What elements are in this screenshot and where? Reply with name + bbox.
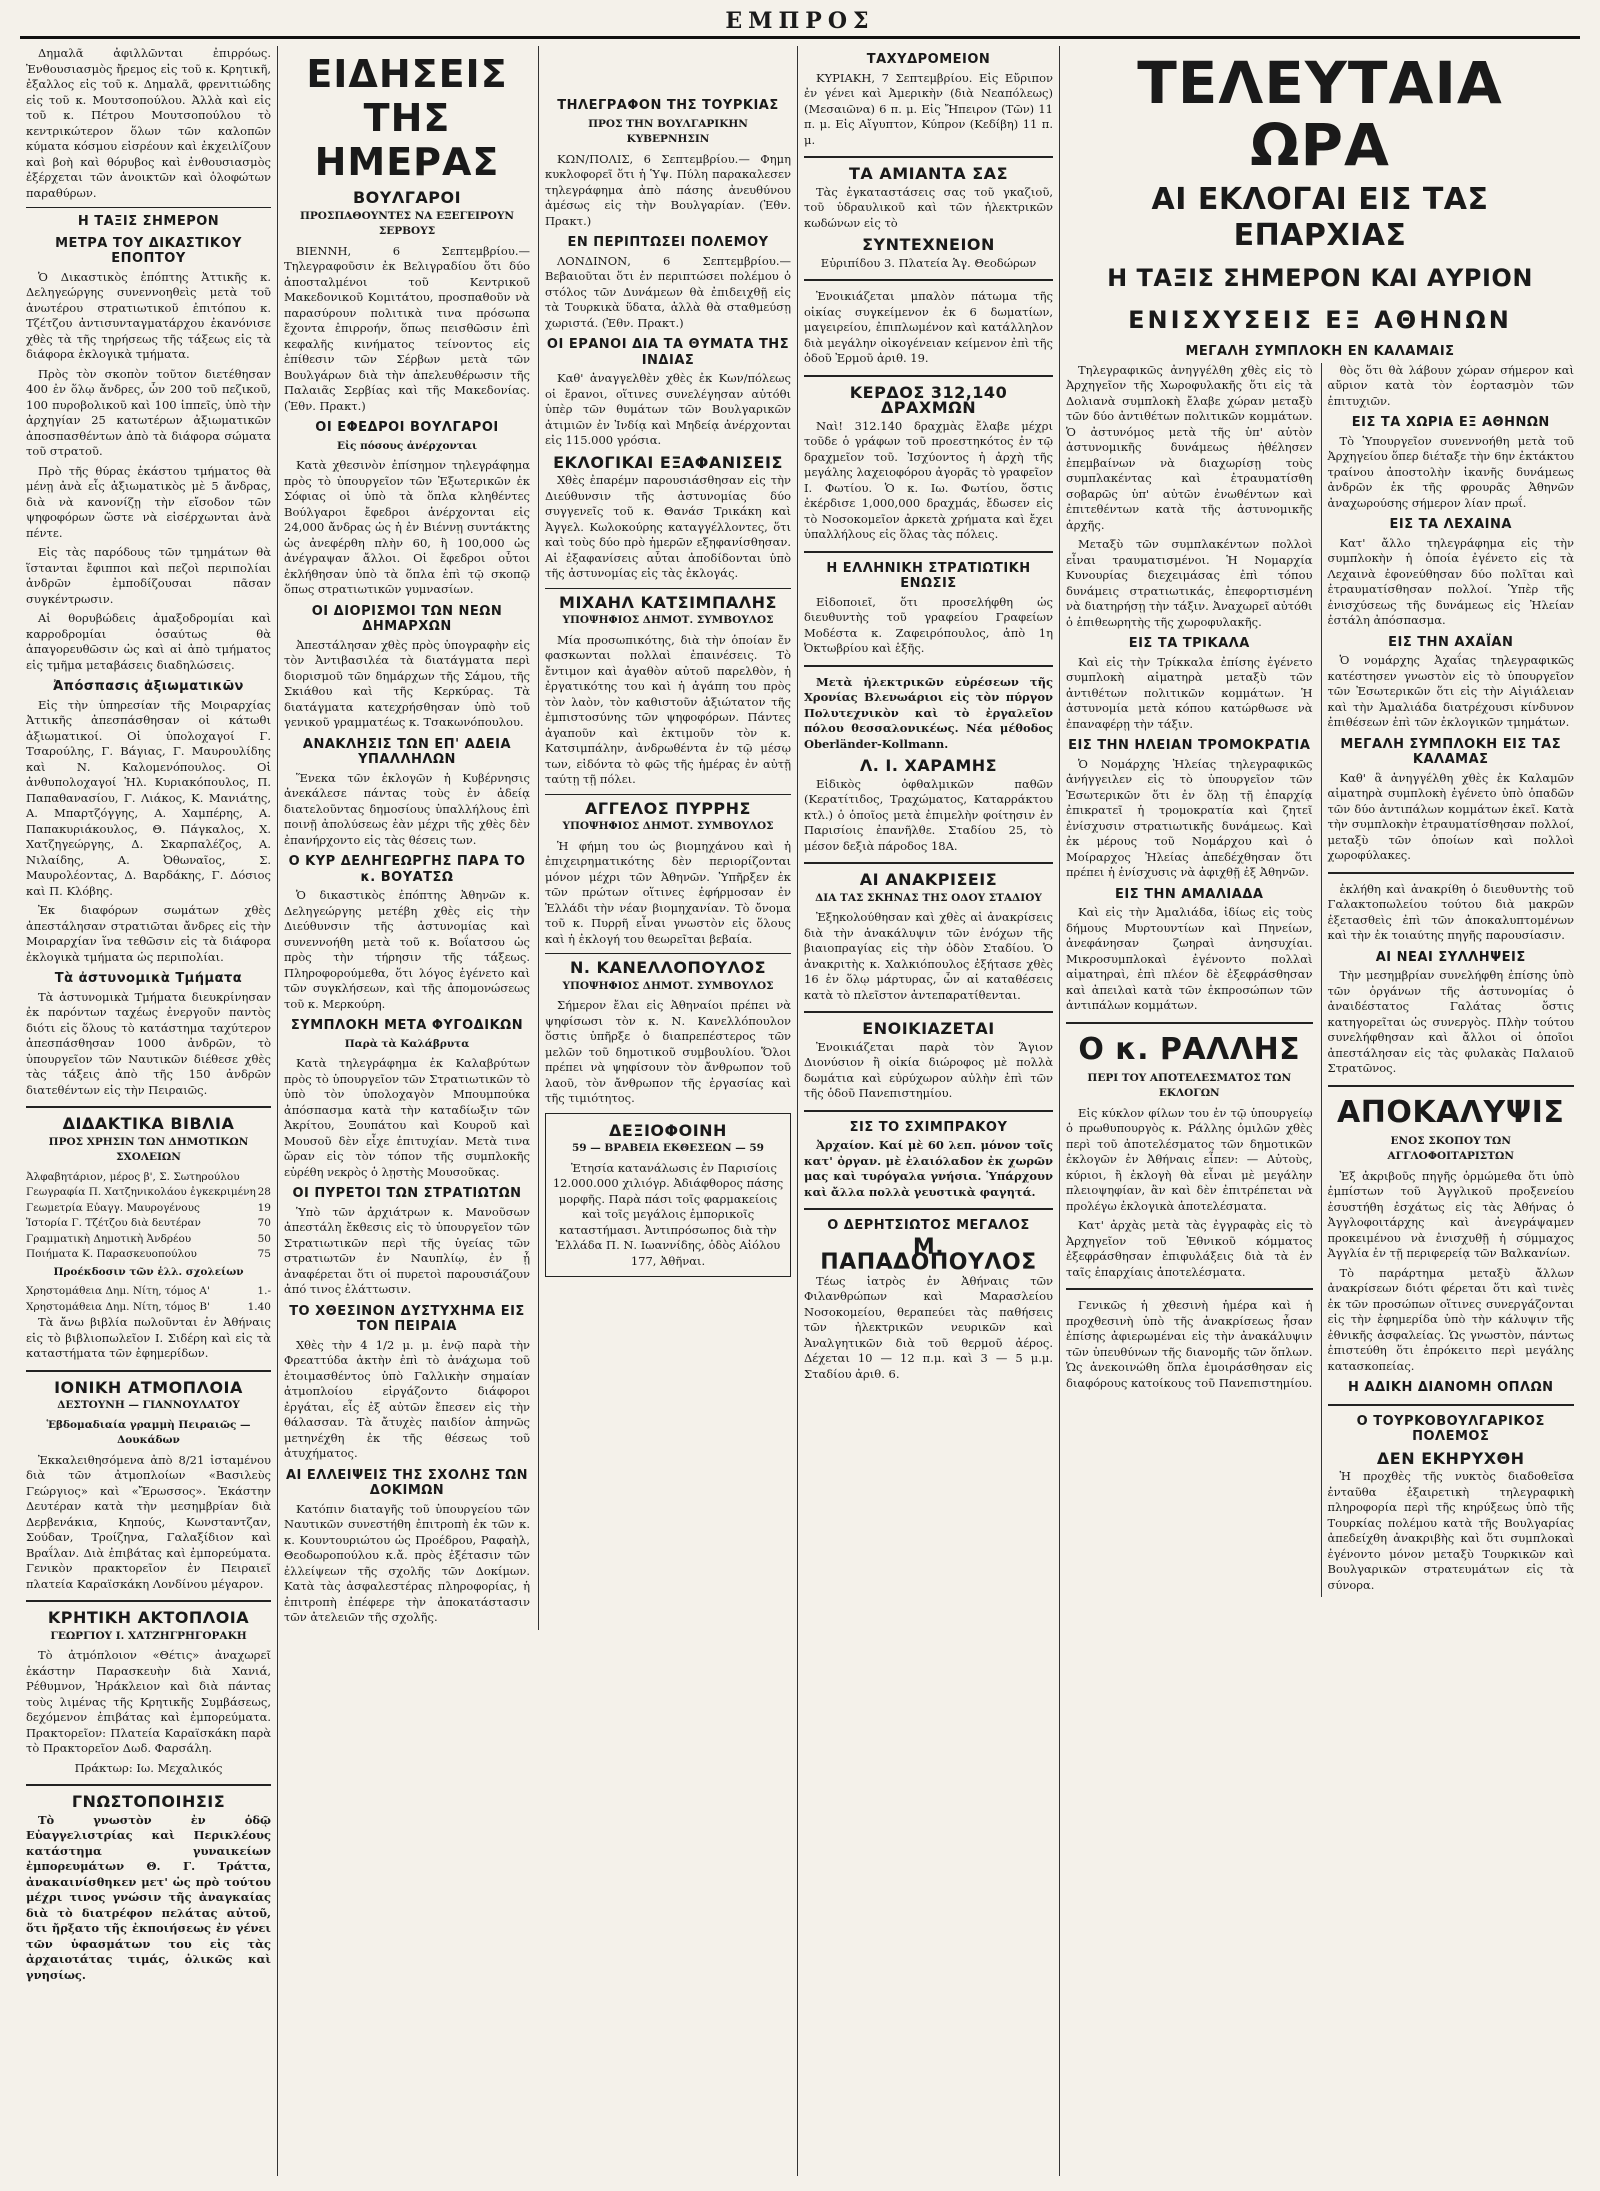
- headline: ΑΙ ΑΝΑΚΡΙΣΕΙΣ: [859, 870, 998, 889]
- candidate-name: Ν. ΚΑΝΕΛΛΟΠΟΥΛΟΣ: [570, 958, 766, 977]
- ad-text: Τέως ἰατρὸς ἐν Ἀθήναις τῶν Φιλανθρώπων καὶ Μαρασλείου Νοσοκομείου, θεραπεύει τὰς παθήσεις τῶν ἠλεκτρικῶν νευρικῶν καὶ Ἀναλγητικῶν διὰ τοῦ θερμοῦ ἀέρος. Δέχεται 10 — 12 π.μ. καὶ 3 — 5 μ.μ. Σταδίου ἀριθ. 6.: [804, 1273, 1053, 1381]
- article-text: Ὁ Νομάρχης Ἠλείας τηλεγραφικῶς ἀνήγγειλεν εἰς τὸ ὑπουργεῖον τῶν Ἐσωτερικῶν ὅτι ἐν ὅλῃ τῇ ἐπαρχίᾳ ἐπικρατεῖ ἡ τρομοκρατία καὶ ζητεῖ ἐνίσχυσιν στρατιωτικῆς δυνάμεως. Καὶ ἐκ μέρους τοῦ Νομάρχου καὶ ὁ Μοίραρχος Ἠλείας ἀπεδέχθησαν ὅτι πρέπει ἡ ἐνίσχυσις νὰ ἀφιχθῇ ἐξ Ἀθηνῶν.: [1066, 756, 1313, 879]
- ad-subheadline: Ἑβδομαδιαία γραμμὴ Πειραιῶς — Δουκάδων: [46, 1418, 251, 1446]
- ad-text: Τὸ γνωστὸν ἐν ὁδῷ Εὐαγγελιστρίας καὶ Περικλέους κατάστημα γυναικείων ἐμπορευμάτων Θ. Γ. Τράττα, ἀνακαινίσθηκεν μετ' ὡς πρὸ τούτου μέχρι τινος γνώσιν τῆς ἀναγκαίας διὰ τὸ διατρέφον πελάτας αὐτοῦ, ὅτι ἤρξατο τῆς ἐκποιήσεως ἐν γένει τῶν ὑφασμάτων του εἰς τὰς ἀρχαιοτάτας τιμάς, ὁλικῶς καὶ γνησίως.: [26, 1812, 271, 1982]
- ad-headline: ΔΙΔΑΚΤΙΚΑ ΒΙΒΛΙΑ: [62, 1114, 235, 1133]
- article-text: Ἀπεστάλησαν χθὲς πρὸς ὑπογραφὴν εἰς τὸν Ἀντιβασιλέα τὰ διατάγματα περὶ διορισμοῦ τῶν δημάρχων τῆς Σάμου, τῆς Σκιάθου καὶ τῆς Κερκύρας. Τὰ διατάγματα κατεχρήσθησαν ὑπὸ τοῦ γενικοῦ γραμματέως κ. Τσακωνόπουλου.: [284, 637, 530, 729]
- subheadline: Τὰ ἀστυνομικὰ Τμήματα: [54, 971, 243, 986]
- article-text: Κατὰ χθεσινὸν ἐπίσημον τηλεγράφημα πρὸς τὸ ὑπουργεῖον τῶν Ἐξωτερικῶν ἐκ Σόφιας οἱ ὑπὸ τὰ ὅπλα κληθέντες Βούλγαροι ἔφεδροι ἀνέρχονται εἰς 24,000 ἄνδρας ὡς ἡ ἐν Βιέννῃ συντάκτης ὡς ἀνεφέρθη πλὴν 60, ἢ 100,000 ὡς ἀνέγραψαν ἄλλοι. Οἱ ἔφεδροι οὗτοι ἐκλήθησαν ὑπὸ τὰ ὅπλα ἐπὶ τῷ σκοπῷ ὅπως στρατιωτικῶν γυμνασίων.: [284, 458, 530, 596]
- article-text: Τὸ παράρτημα μεταξὺ ἄλλων ἀνακρίσεων διότι φέρεται ὅτι καὶ τινὲς ἐκ τῶν προσώπων οἵτινες συνεργάζονται εἰς τὴν ἐφημερίδα ὑπὸ τὴν κάλυψιν τῆς ἐθνικῆς ἀσφαλείας. Ὡς γνωστὸν, πάντως ἐπιστεύθη ὅτι ἐπρόκειτο περὶ μεγάλης κατασκοπείας.: [1327, 1265, 1574, 1373]
- ad-text: Εἰδοποιεῖ, ὅτι προσελήφθη ὡς διευθυντὴς τοῦ γραφείου Γραφείων Μοδέστα κ. Ζαφειρόπουλος, ἀπὸ 1η Ὀκτωβρίου καὶ ἑξῆς.: [804, 594, 1053, 655]
- article-text: Ἐξηκολούθησαν καὶ χθὲς αἱ ἀνακρίσεις διὰ τὴν ἀνακάλυψιν τῶν ἐνόχων τῆς βιαιοπραγίας εἰς τὴν ὁδὸν Σταδίου. Ὁ ἀνακριτὴς κ. Χαλκιόπουλος ἐξήτασε χθὲς 16 ἐν ὅλῳ μάρτυρας, ὧν αἱ καταθέσεις κατὰ τὸ πλεῖστον ἀντεπαρατίθενται.: [804, 910, 1053, 1002]
- article-text: Καθ' ἀναγγελθὲν χθὲς ἐκ Κων/πόλεως οἱ ἔρανοι, οἵτινες συνελέγησαν αὐτόθι ὑπὲρ τῶν θυμάτων τῶν Βουλγαρικῶν ἀτιμιῶν ἐν Ἰνδίᾳ καὶ Μηδείᾳ ἀνέρχονται εἰς 115.000 γρόσια.: [545, 371, 791, 447]
- article-text: Κατ' ἄλλο τηλεγράφημα εἰς τὴν συμπλοκὴν ἡ ὁποία ἐγένετο εἰς τὰ Λεχαινὰ ἐφονεύθησαν δύο πολῖται καὶ ἐτραυματίσθησαν πολλοί. Ὑπὲρ τῆς ἐνισχύσεως τῆς δυνάμεως εἰς Ἠλείαν ἐστάλη ἀπόσπασμα.: [1327, 535, 1574, 627]
- subheadline: ΔΙΑ ΤΑΣ ΣΚΗΝΑΣ ΤΗΣ ΟΔΟΥ ΣΤΑΔΙΟΥ: [815, 891, 1042, 904]
- article-text: ΛΟΝΔΙΝΟΝ, 6 Σεπτεμβρίου.— Βεβαιοῦται ὅτι ἐν περιπτώσει πολέμου ὁ στόλος τῶν Δυνάμεων θὰ ἐπιδειχθῇ εἰς τὰ Τουρκικὰ ὕδατα, ἀλλὰ θὰ σταθμεύσῃ χωριστά. (Ἐθν. Πρακτ.): [545, 253, 791, 330]
- section-title: ΤΕΛΕΥΤΑΙΑ ΩΡΑ: [1137, 49, 1503, 179]
- headline: ΑΙ ΕΚΛΟΓΑΙ ΕΙΣ ΤΑΣ ΕΠΑΡΧΙΑΣ: [1151, 182, 1489, 253]
- subheadline: ΥΠΟΨΗΦΙΟΣ ΔΗΜΟΤ. ΣΥΜΒΟΥΛΟΣ: [562, 979, 774, 992]
- subheadline: Η ΑΔΙΚΗ ΔΙΑΝΟΜΗ ΟΠΛΩΝ: [1348, 1380, 1554, 1395]
- column-1: [20, 46, 278, 2176]
- book-row: Γραμματικὴ Δημοτικὴ Ἀνδρέου 50: [26, 1232, 271, 1245]
- headline: ΑΠΟΚΑΛΥΨΙΣ: [1337, 1094, 1565, 1130]
- ad-subheadline: ΔΕΣΤΟΥΝΗ — ΓΙΑΝΝΟΥΛΑΤΟΥ: [57, 1399, 240, 1411]
- ad-headline: ΣΥΝΤΕΧΝΕΙΟΝ: [862, 235, 995, 254]
- article-text: Γενικῶς ἡ χθεσινὴ ἡμέρα καὶ ἡ προχθεσινὴ ὑπὸ τῆς ἀνακρίσεως ἦσαν ἐπίσης ἀφιερωμέναι εἰς τὴν ἀνακάλυψιν τῶν ὑπευθύνων τῆς διανομῆς τῶν ὅπλων. Ὡς ἀνεκοινώθη ὅπλα ἐμοιράσθησαν εἰς διαφόρους κατοίκους τοῦ Πανεπιστημίου.: [1066, 1298, 1313, 1390]
- headline: ΟΙ ΔΙΟΡΙΣΜΟΙ ΤΩΝ ΝΕΩΝ ΔΗΜΑΡΧΩΝ: [311, 603, 503, 634]
- article-text: ἐκλήθη καὶ ἀνακρίθη ὁ διευθυντὴς τοῦ Γαλακτοπωλείου τούτου διὰ μακρῶν ἐξετασθεὶς ἐπὶ τῶν ἀποκαλυπτομένων καὶ τὴν ἐκ τοιαύτης πηγῆς παρουσίασιν.: [1327, 881, 1574, 942]
- headline: ΕΚΛΟΓΙΚΑΙ ΕΞΑΦΑΝΙΣΕΙΣ: [553, 452, 783, 472]
- candidate-name: ΜΙΧΑΗΛ ΚΑΤΣΙΜΠΑΛΗΣ: [559, 592, 777, 612]
- ad-subheadline: ΠΡΟΣ ΧΡΗΣΙΝ ΤΩΝ ΔΗΜΟΤΙΚΩΝ ΣΧΟΛΕΙΩΝ: [48, 1135, 249, 1163]
- headline: Η ΤΑΞΙΣ ΣΗΜΕΡΟΝ ΚΑΙ ΑΥΡΙΟΝ: [1107, 264, 1533, 292]
- headline: ΔΕΝ ΕΚΗΡΥΧΘΗ: [1376, 1448, 1525, 1468]
- subheadline: ΕΙΣ ΤΑ ΛΕΧΑΙΝΑ: [1389, 517, 1512, 532]
- candidate-name: ΑΓΓΕΛΟΣ ΠΥΡΡΗΣ: [585, 798, 751, 818]
- article-text: Πρὸς τὸν σκοπὸν τοῦτον διετέθησαν 400 ἐν ὅλῳ ἄνδρες, ὧν 200 τοῦ πεζικοῦ, 100 πυροβολικοῦ καὶ 100 ἱππεῖς, ὑπὸ τὴν ἀρχηγίαν 25 κατωτέρων ἀξιωματικῶν ἀποσπασθέντων ἀπὸ τὰ διάφορα σώματα τοῦ στρατοῦ.: [26, 366, 271, 458]
- article-text: Αἱ θορυβώδεις ἀμαξοδρομίαι καὶ καρροδρομίαι ὁσαύτως θὰ ἀπαγορευθῶσιν ὡς καὶ αἱ ἀπὸ τμήματος εἰς τμῆμα μεταβάσεις διαδηλώσεις.: [26, 611, 271, 672]
- ad-subheadline: Προέκδοσιν τῶν ἑλλ. σχολείων: [53, 1265, 244, 1278]
- ad-headline: ΙΟΝΙΚΗ ΑΤΜΟΠΛΟΙΑ: [54, 1377, 243, 1397]
- article-text: Εἰς τὴν ὑπηρεσίαν τῆς Μοιραρχίας Ἀττικῆς ἀπεσπάσθησαν οἱ κάτωθι ἀξιωματικοί. Οἱ ὑπολοχαγοί Γ. Τσαρούλης, Γ. Βάγιας, Γ. Μαυρουλίδης καὶ Ν. Καλομενόπουλος. Οἱ ἀνθυπολοχαγοί Ἡλ. Κυριακόπουλος, Π. Παπαθανασίου, Γ. Λιάκος, Κ. Μανιάτης, Α. Μπαρτζόγγης, Α. Χαμπέρης, Α. Παπακυριάκουλος, Θ. Πάγκαλος, Χ. Χατζηγεώργης, Δ. Σκαρπαλέζος, Α. Νιλαίδης, Α. Ὀθωναῖος, Σ. Μαυρολέοντας, Δ. Βαρδάκης, Γ. Δόσιος καὶ Π. Κλόβης.: [26, 697, 271, 898]
- headline: Ο ΤΟΥΡΚΟΒΟΥΛΓΑΡΙΚΟΣ ΠΟΛΕΜΟΣ: [1356, 1413, 1545, 1444]
- headline: ΑΝΑΚΛΗΣΙΣ ΤΩΝ ΕΠ' ΑΔΕΙΑ ΥΠΑΛΛΗΛΩΝ: [302, 736, 512, 767]
- subheadline: ΕΙΣ ΤΑ ΤΡΙΚΑΛΑ: [1128, 636, 1250, 651]
- subheadline: ΕΝΟΣ ΣΚΟΠΟΥ ΤΩΝ ΑΓΓΛΟΦΟΙΤΑΡΙΣΤΩΝ: [1387, 1134, 1514, 1162]
- headline: ΟΙ ΕΦΕΔΡΟΙ ΒΟΥΛΓΑΡΟΙ: [315, 420, 499, 435]
- subheadline: ΠΡΟΣΠΑΘΟΥΝΤΕΣ ΝΑ ΕΞΕΓΕΙΡΟΥΝ ΣΕΡΒΟΥΣ: [299, 209, 515, 237]
- article-text: Ἡ φήμη του ὡς βιομηχάνου καὶ ἡ ἐπιχειρηματικότης δὲν περιορίζονται μόνον μέχρι τῶν Ἀθηνῶν. Ὑπῆρξεν ἐκ τῶν πρώτων οἵτινες ἐφήρμοσαν ἐν Ἑλλάδι τὴν νέαν βιομηχανίαν. Τὸ ὄνομα τοῦ κ. Πυρρῆ εἶναι γνωστὸν εἰς ὅλους καὶ ἡ ἐκλογή του θεωρεῖται βεβαία.: [545, 838, 791, 946]
- headline: Ο ΚΥΡ ΔΕΛΗΓΕΩΡΓΗΣ ΠΑΡΑ ΤΟ κ. ΒΟΥΑΤΣΩ: [288, 854, 526, 885]
- book-row: Γεωμετρία Εὐαγγ. Μαυρογένους 19: [26, 1201, 271, 1214]
- ad-headline: ΤΑ ΑΜΙΑΝΤΑ ΣΑΣ: [848, 164, 1008, 183]
- article-text: Ἡ προχθὲς τῆς νυκτὸς διαδοθεῖσα ἐνταῦθα ἐξαιρετικὴ τηλεγραφικὴ πληροφορία περὶ τῆς κηρύξεως ὑπὸ τῆς Τουρκίας πολέμου κατὰ τῆς Βουλγαρίας ἀπεδείχθη ἀνακριβὴς καὶ ὅτι συμπλοκαὶ ἐγένοντο μόνον μεταξὺ Τουρκικῶν καὶ Βουλγαρικῶν στρατευμάτων εἰς τὰ σύνορα.: [1327, 1469, 1574, 1592]
- ad-text: Ἐνοικιάζεται μπαλὸν πάτωμα τῆς οἰκίας συγκείμενον ἐκ 6 δωματίων, μαγειρείου, ἐπιπλωμένον καὶ κατάλληλον διὰ μεγάλην οἰκογένειαν κείμενον ἐπὶ τῆς ὁδοῦ Ἐρμοῦ ἀριθ. 19.: [804, 289, 1053, 365]
- article-text: Ὁ Δικαστικὸς ἐπόπτης Ἀττικῆς κ. Δεληγεώργης συνεννοηθεὶς μετὰ τοῦ ἀνωτέρου στρατιωτικοῦ ἐπιτόπου κ. Τζέτζου ἀντισυνταγματάρχου ἐκανόνισε χθὲς τὰ τῆς τηρήσεως τῆς τάξεως εἰς τὰ διάφορα ἐκλογικὰ τμήματα.: [26, 269, 271, 361]
- headline: ΤΗΛΕΓΡΑΦΟΝ ΤΗΣ ΤΟΥΡΚΙΑΣ: [557, 98, 779, 113]
- book-row: Ἱστορία Γ. Τζέτζου διὰ δευτέραν 70: [26, 1217, 271, 1229]
- ad-text: Ναὶ! 312.140 δραχμὰς ἔλαβε μέχρι τοῦδε ὁ γράφων τοῦ προεστηκότος ἐν τῷ δραχμεῖον τοῦ. Ἰσχύοντος ἡ ἀρχὴ τῆς μεγάλης λαχειοφόρου ἀγορᾶς τὸ γραφεῖον Ι. Φωτίου. Ὁ κ. Ιω. Φωτίου, ὅστις ἐκέρδισε 1,000,000 δραχμάς, ἔδωσεν εἰς τὸ Νοσοκομεῖον ἀρκετὰ χρήματα καὶ ἔχει ὑπαλλήλους εἰς ὅλας τὰς πόλεις.: [804, 418, 1053, 541]
- section-title: ΕΙΔΗΣΕΙΣ ΤΗΣ ΗΜΕΡΑΣ: [306, 52, 508, 184]
- subheadline: ΕΙΣ ΤΗΝ ΑΜΑΛΙΑΔΑ: [1115, 886, 1264, 902]
- ad-headline: Η ΕΛΛΗΝΙΚΗ ΣΤΡΑΤΙΩΤΙΚΗ ΕΝΩΣΙΣ: [826, 560, 1031, 591]
- ad-headline: Ο ΔΕΡΗΤΣΙΩΤΟΣ ΜΕΓΑΛΟΣ: [827, 1218, 1030, 1233]
- newspaper-title: ΕΜΠΡΟΣ: [725, 8, 875, 34]
- newspaper-page: [20, 46, 1580, 2176]
- article-text: Μία προσωπικότης, διὰ τὴν ὁποίαν ἔν φασκωνται πολλαὶ ἐπαινέσεις. Τὸ ἔντιμον καὶ ἀγαθὸν αὐτοῦ παρελθὸν, ἡ ἐργατικότης του καὶ ἡ ἀγάπη του πρὸς τὸν λαὸν, τὸν καθιστοῦν ἀξιώτατον τῆς ἐμπιστοσύνης τῶν ψηφοφόρων. Πάντες ἀγαποῦν καὶ ἐκτιμοῦν τὸν κ. Κατσιμπάλην, ἀνδρωθέντα ἐν τῷ μέσῳ των, εἰδόντα τὸ φῶς τῆς ἡμέρας ἐν αὐτῇ ταύτῃ τῇ πόλει.: [545, 632, 791, 786]
- subheadline: ΕΙΣ ΤΗΝ ΑΧΑΪΑΝ: [1388, 634, 1514, 650]
- article-text: ΚΥΡΙΑΚΗ, 7 Σεπτεμβρίου. Εἰς Εὔριπον ἐν γένει καὶ Ἀμερικὴν (διὰ Νεαπόλεως) (Μεσαιῶνα) 6 π. μ. Εἰς Ἤπειρον (Τῶν) 11 π. μ. Εἰς Αἴγυπτον, Κύπρον (Κεδίβη) 11 π. μ.: [804, 70, 1053, 147]
- headline: ΟΙ ΕΡΑΝΟΙ ΔΙΑ ΤΑ ΘΥΜΑΤΑ ΤΗΣ ΙΝΔΙΑΣ: [546, 337, 790, 368]
- article-text: Μεταξὺ τῶν συμπλακέντων πολλοὶ εἶναι τραυματισμένοι. Ἡ Νομαρχία Κυνουρίας διεχειμάσας ἐπὶ τόπου δυνάμεις στρατιωτικάς, ἐπεφορτισμένη νὰ διατηρήσῃ τὴν τάξιν. Ἀναχωρεῖ αὐτόθι ὁ ἐπιθεωρητὴς τῆς χωροφυλακῆς.: [1066, 537, 1313, 629]
- ad-headline: ΣΙΣ ΤΟ ΣΧΙΜΠΡΑΚΟΥ: [849, 1119, 1008, 1135]
- ad-text: Ἐτησία κατανάλωσις ἐν Παρισίοις 12.000.000 χιλιόγρ. Ἀδιάφθορος πάσης μορφῆς. Παρὰ πάσι τοῖς φαρμακείοις καὶ τοῖς μεγάλοις ἐμπορικοῖς καταστήμασι. Ἀντιπρόσωπος διὰ τὴν Ἑλλάδα Π. Ν. Ιωαννίδης, ὁδὸς Αἰόλου 177, Ἀθῆναι.: [552, 1160, 784, 1268]
- ad-headline: ΓΝΩΣΤΟΠΟΙΗΣΙΣ: [71, 1792, 226, 1811]
- column-classifieds: [798, 46, 1060, 2176]
- article-text: Εἰς τὰς παρόδους τῶν τμημάτων θὰ ἵστανται ἔφιπποι καὶ πεζοὶ περιπολίαι ἀνδρῶν ἐμποδίζουσαι πᾶσαν συγκέντρωσιν.: [26, 545, 271, 606]
- headline: Ο κ. ΡΑΛΛΗΣ: [1078, 1031, 1301, 1067]
- subheadline: ΠΡΟΣ ΤΗΝ ΒΟΥΛΓΑΡΙΚΗΝ ΚΥΒΕΡΝΗΣΙΝ: [588, 117, 748, 145]
- article-text: Τηλεγραφικῶς ἀνηγγέλθη χθὲς εἰς τὸ Ἀρχηγεῖον τῆς Χωροφυλακῆς ὅτι εἰς τὰ Δολιανὰ συμπλοκὴ ἔλαβε χώραν μεταξὺ τῶν δύο ἀντιθέτων πολιτικῶν κομμάτων. Ὁ ἀστυνόμος μετὰ τῆς ὑπ' αὐτὸν ἀστυνομικῆς δυνάμεως ἠθέλησεν ἐπεμβαίνων νὰ διαχωρίσῃ τοὺς συμπλακέντας καὶ ἐτραυματίσθη σοβαρῶς ὑπ' αὐτῶν ἐνωθέντων καὶ ἐπιτεθέντων κατὰ τῆς ἀστυνομικῆς ἀρχῆς.: [1066, 362, 1313, 532]
- article-text: Ἐκ διαφόρων σωμάτων χθὲς ἀπεστάλησαν στρατιῶται ἄνδρες εἰς τὴν Μοιραρχίαν ἵνα τεθῶσιν εἰς τὰ διάφορα ἐκλογικὰ τμήματα ὡς περιπολίαι.: [26, 903, 271, 964]
- subheadline: Εἰς πόσους ἀνέρχονται: [336, 439, 478, 452]
- ad-headline: ΚΕΡΔΟΣ 312,140 ΔΡΑΧΜΩΝ: [849, 382, 1008, 417]
- article-text: Τὸ Ὑπουργεῖον συνεννοήθη μετὰ τοῦ Ἀρχηγείου ὅπερ διέταξε τὴν 6ην ἐκτάκτου τραίνου ἀποστολὴν ἱκανῆς δυνάμεως ἀνδρῶν ἐκ τῆς φρουρᾶς Ἀθηνῶν ἀναχωρούσης σήμερον λίαν πρωΐ.: [1327, 433, 1574, 510]
- article-text: Ὁ νομάρχης Ἀχαΐας τηλεγραφικῶς κατέστησεν γνωστὸν εἰς τὸ ὑπουργεῖον τῶν Ἐσωτερικῶν ὅτι εἰς τὴν Αἰγιάλειαν καὶ τὴν Ἀμαλιάδα διατρέχουσι κίνδυνον ἐπιθέσεων ἐπὶ τῶν ἐκλογικῶν τμημάτων.: [1327, 653, 1574, 729]
- article-text: Δημαλᾶ ἀφιλλῶνται ἐπιρρόως. Ἐνθουσιασμὸς ἤρεμος εἰς τοῦ κ. Κρητικῆ, ἐξαλλος εἰς τοῦ κ. Δημαλᾶ, φρενιτιώδης εἰς τοῦ κ. Μουτσοπούλου. Ἀλλὰ καὶ εἰς τοῦ κ. Πέτρου Μουτσοπούλου τὸ κεντρικώτερον ὅλων τῶν καλοπῶν κύματα κόσμου εἰσρέουν καὶ ἐκχειλίζουν καὶ βοὴ καὶ θόρυβος καὶ ἐνθουσιασμὸς ἐξέρχεται τῶν ἀνοικτῶν καὶ ὁλοφώτων παραθύρων.: [26, 46, 271, 200]
- book-row: Ποιήματα Κ. Παρασκευοπούλου 75: [26, 1248, 271, 1260]
- subheadline: ΕΙΣ ΤΗΝ ΗΛΕΙΑΝ ΤΡΟΜΟΚΡΑΤΙΑ: [1068, 738, 1311, 753]
- article-text: θὸς ὅτι θὰ λάβουν χώραν σήμερον καὶ αὔριον κατὰ τὸν ἑορτασμὸν τῶν ἐπιτυχιῶν.: [1327, 362, 1574, 408]
- article-text: Εἰς κύκλον φίλων του ἐν τῷ ὑπουργείῳ ὁ πρωθυπουργὸς κ. Ράλλης ὁμιλῶν χθὲς περὶ τοῦ ἀποτελέσματος τῶν δημοτικῶν ἐκλογῶν ἐν Ἀθήναις εἶπεν: — Αὐτοὺς, κύριοι, ἢ ἐκλογὴ θὰ εἶναι μὲ μεγάλην πλειοψηφίαν, ἂν καὶ δὲν ἐπιτρέπεται νὰ προλέγω ἐκλογικὰ ἀποτελέσματα.: [1066, 1105, 1313, 1213]
- article-text: Χθὲς τὴν 4 1/2 μ. μ. ἐνῷ παρὰ τὴν Φρεαττύδα ἀκτὴν ἐπὶ τὸ ἀνάχωμα τοῦ ἑτοιμασθέντος ὑπὸ Γαλλικὴν σημαίαν ἀτμοπλοίου εἰργάζοντο διάφοροι ἐργάται, εἷς ἐξ αὐτῶν ἔπεσεν εἰς τὴν θάλασσαν. Τὰ ἄτυχὲς παιδίον ἀπηνῶς μετηνέχθη ἐκ τῆς θέσεως τοῦ ἀτυχήματος.: [284, 1337, 530, 1460]
- headline: ΜΕΤΡΑ ΤΟΥ ΔΙΚΑΣΤΙΚΟΥ ΕΠΟΠΤΟΥ: [55, 235, 242, 266]
- headline: ΟΙ ΠΥΡΕΤΟΙ ΤΩΝ ΣΤΡΑΤΙΩΤΩΝ: [292, 1186, 522, 1201]
- article-text: Ἕνεκα τῶν ἐκλογῶν ἡ Κυβέρνησις ἀνεκάλεσε πάντας τοὺς ἐν ἀδείᾳ διατελοῦντας δημοσίους ὑπαλλήλους ἐπὶ ποινῇ ἀπολύσεως ἐὰν μέχρι τῆς χθὲς δὲν ἐπανήρχοντο εἰς τὰς θέσεις των.: [284, 770, 530, 847]
- ad-subheadline: ΓΕΩΡΓΙΟΥ Ι. ΧΑΤΖΗΓΡΗΓΟΡΑΚΗ: [50, 1629, 247, 1642]
- subheadline: ΕΙΣ ΤΑ ΧΩΡΙΑ ΕΞ ΑΘΗΝΩΝ: [1351, 415, 1550, 430]
- article-text: Ὁ δικαστικὸς ἐπόπτης Ἀθηνῶν κ. Δεληγεώργης μετέβη χθὲς εἰς τὴν Διεύθυνσιν τῆς ἀστυνομίας καὶ συνεννοήθη μετὰ τοῦ κ. Βοΐατσου ὡς πρὸς τὴν τήρησιν τῆς τάξεως. Πληροφορούμεθα, ὅτι λόγος ἐγένετο καὶ τῶν συγκλήσεων, καὶ τῆς ἀπομονώσεως τοῦ κ. Μερκούρη.: [284, 888, 530, 1011]
- headline: ΕΝΙΣΧΥΣΕΙΣ ΕΞ ΑΘΗΝΩΝ: [1128, 306, 1512, 334]
- section-header: ΤΑΧΥΔΡΟΜΕΙΟΝ: [866, 52, 991, 67]
- ad-text: Τὰ ἄνω βιβλία πωλοῦνται ἐν Ἀθήναις εἰς τὸ βιβλιοπωλεῖον Ι. Σιδέρη καὶ εἰς τὰ καταστήματα τῶν ἐφημερίδων.: [26, 1315, 271, 1360]
- subheadline: ΜΕΓΑΛΗ ΣΥΜΠΛΟΚΗ ΕΙΣ ΤΑΣ ΚΑΛΑΜΑΣ: [1340, 736, 1562, 767]
- ad-text: Τὰς ἐγκαταστάσεις σας τοῦ γκαζιοῦ, τοῦ ὑδραυλικοῦ καὶ τῶν ἠλεκτρικῶν κωδώνων εἰς τὸ: [804, 184, 1053, 230]
- book-row: Γεωγραφία Π. Χατζηνικολάου ἐγκεκριμένη 28: [26, 1186, 271, 1198]
- article-text: Κατὰ τηλεγράφημα ἐκ Καλαβρύτων πρὸς τὸ ὑπουργεῖον τῶν Στρατιωτικῶν τὸ ὑπὸ τὸν ὑπολοχαγὸν Μπουμπούκα ἀπόσπασμα κατὰ τὴν καταδίωξιν τῶν Ἀκρίτου, Ξουπάτου καὶ Κουροῦ καὶ Μουσοῦ δὲν εἶχε ἐπιτυχίαν. Μετὰ τινα ὥραν εἰς τὸν τόπον τῆς συμπλοκῆς εὑρέθη νεκρὸς ὁ λῃστὴς Μουσοῦκας.: [284, 1056, 530, 1179]
- article-text: Τὴν μεσημβρίαν συνελήφθη ἐπίσης ὑπὸ τῶν ὀργάνων τῆς ἀστυνομίας ὁ ἀναιδέστατος Γαλάτας ὅστις κατηγορεῖται ὡς συνεργὸς. Πλὴν τούτου συνελήφθησαν καὶ ἄλλοι οἱ ὁποῖοι ἀπεστάλησαν εἰς τὰς φυλακὰς Παλαιοῦ Στρατῶνος.: [1327, 968, 1574, 1075]
- column-2: [278, 46, 798, 2176]
- book-row: Ἀλφαβητάριον, μέρος β', Σ. Σωτηρούλου: [26, 1170, 240, 1183]
- ad-text: Εἰδικὸς ὀφθαλμικῶν παθῶν (Κερατίτιδος, Τραχώματος, Καταρράκτου κτλ.) ὁ ὁποῖος μετὰ ἐπιμελὴν φοίτησιν ἐν Παρισίοις ἐπανῆλθε. Σταδίου 25, τὸ μέσον δεξιὰ πάροδος 18Α.: [804, 776, 1053, 853]
- subheadline: ΥΠΟΨΗΦΙΟΣ ΔΗΜΟΤ. ΣΥΜΒΟΥΛΟΣ: [562, 614, 774, 626]
- ad-signature: Πράκτωρ: Ιω. Μεχαλικός: [74, 1760, 223, 1775]
- book-row: Χρηστομάθεια Δημ. Νίτη, τόμος Β' 1.40: [26, 1300, 271, 1313]
- headline: ΣΥΜΠΛΟΚΗ ΜΕΤΑ ΦΥΓΟΔΙΚΩΝ: [290, 1018, 524, 1033]
- ad-headline: ΔΕΞΙΟΦΟΙΝΗ: [609, 1120, 727, 1140]
- article-text: Σήμερον ἔλαι εἰς Ἀθηναίοι πρέπει νὰ ψηφίσωσι τὸν κ. Ν. Κανελλόπουλον ὅστις ὑπῆρξε ὁ διαπρεπέστερος τῶν μελῶν τοῦ δημοτικοῦ συμβουλίου. Ὅλοι πρέπει νὰ ψηφίσουν τὸν ἄνθρωπον τοῦ λαοῦ, τὸν ἄνθρωπον τῆς ἐργασίας καὶ τῆς τιμιότητος.: [545, 998, 791, 1105]
- article-text: Ὑπὸ τῶν ἀρχιάτρων κ. Μανοῦσων ἀπεστάλη ἔκθεσις εἰς τὸ ὑπουργεῖον τῶν Στρατιωτικῶν περὶ τῆς ὑγείας τῶν στρατιωτῶν ἐν Ναυπλίῳ, ἐν ᾗ ἀναφέρεται ὅτι οἱ πυρετοὶ παρουσιάζουν ἀπό τινος ἐλάττωσιν.: [284, 1204, 530, 1296]
- ad-headline: Λ. Ι. ΧΑΡΑΜΗΣ: [859, 756, 998, 775]
- headline: ΤΟ ΧΘΕΣΙΝΟΝ ΔΥΣΤΥΧΗΜΑ ΕΙΣ ΤΟΝ ΠΕΙΡΑΙΑ: [289, 1303, 525, 1334]
- article-text: ΚΩΝ/ΠΟΛΙΣ, 6 Σεπτεμβρίου.— Φημη κυκλοφορεῖ ὅτι ἡ Ὑψ. Πύλη παρακαλεσεν τηλεγράφημα ἀπὸ πάσης ἀνευθύνου ἀμέσως εἰς τὴν Βουλγαρίαν. (Ἐθν. Πρακτ.): [545, 151, 791, 228]
- subheadline: ΥΠΟΨΗΦΙΟΣ ΔΗΜΟΤ. ΣΥΜΒΟΥΛΟΣ: [562, 820, 774, 832]
- ad-text: Ἐκκαλειθησόμενα ἀπὸ 8/21 ἰσταμένου διὰ τῶν ἀτμοπλοίων «Βασιλεὺς Γεώργιος» καὶ «Ἔρωσσος». Ἑκάστην Δευτέραν κατὰ τὴν μεσημβρίαν διὰ Δερβενάκια, Κηπούς, Κωνσταντζαν, Σούδαν, Τροίζηνα, Γαλαξίδιον καὶ Βραΐλαν. Διὰ ἐπιβάτας καὶ ἐμπορεύματα. Γενικὸν πρακτορεῖον ἐν Πειραιεῖ πλατεία Καραϊσκάκη Λονδίνου μέγαρον.: [26, 1452, 271, 1591]
- article-text: ΒΙΕΝΝΗ, 6 Σεπτεμβρίου.— Τηλεγραφοῦσιν ἐκ Βελιγραδίου ὅτι δύο ἀποσταλμένοι τοῦ Κεντρικοῦ Μακεδονικοῦ Κομιτάτου, προσπαθοῦν νὰ παρασύρουν πολιτικὰ τινα πρόσωπα ἔχοντα ἐπιρροήν, ὅπως πεισθῶσιν ἐπὶ κεφαλῆς κινήματος τείνοντος εἰς ἐπίθεσιν τῶν Σέρβων μετὰ τῶν Βουλγάρων διὰ τὴν ἀπελευθέρωσιν τῆς Παλαιᾶς Σερβίας καὶ τῆς Μακεδονίας. (Ἐθν. Πρακτ.): [284, 243, 530, 413]
- headline: ΕΝ ΠΕΡΙΠΤΩΣΕΙ ΠΟΛΕΜΟΥ: [567, 235, 769, 250]
- ad-text: Τὸ ἀτμόπλοιον «Θέτις» ἀναχωρεῖ ἑκάστην Παρασκευὴν διὰ Χανιά, Ρέθυμνον, Ἡράκλειον καὶ διὰ πάντας τοὺς λιμένας τῆς Κρητικῆς Συμβάσεως, δεχόμενον ἐπιβάτας καὶ ἐμπορεύματα. Πρακτορεῖον: Πλατεία Καραϊσκάκη παρὰ τὸ Πρακτορεῖον Δωδ. Φαρσάλη.: [26, 1648, 271, 1755]
- ad-text: Ἐνοικιάζεται παρὰ τὸν Ἅγιον Διονύσιον ἢ οἰκία διώροφος μὲ πολλὰ δωμάτια καὶ εὐρύχωρον αὐλὴν ἐπὶ τῶν τῆς ὁδοῦ Πανεπιστημίου.: [804, 1039, 1053, 1100]
- headline: ΒΟΥΛΓΑΡΟΙ: [352, 188, 462, 207]
- ad-headline: ΕΝΟΙΚΙΑΖΕΤΑΙ: [862, 1019, 995, 1038]
- headline: ΑΙ ΕΛΛΕΙΨΕΙΣ ΤΗΣ ΣΧΟΛΗΣ ΤΩΝ ΔΟΚΙΜΩΝ: [285, 1467, 529, 1498]
- article-text: Κατ' ἀρχὰς μετὰ τὰς ἐγγραφὰς εἰς τὸ Ἀρχηγεῖον τοῦ Ἐθνικοῦ κόμματος ἐξεφράσθησαν ἐπιφυλάξεις διὰ τὰ ἐν ταῖς ἐπαρχίαις ἀποτελέσματα.: [1066, 1218, 1313, 1279]
- book-row: Χρηστομάθεια Δημ. Νίτη, τόμος Α' 1.-: [26, 1285, 271, 1297]
- subheadline: Ἀπόσπασις ἀξιωματικῶν: [53, 679, 244, 694]
- ad-text: Μετὰ ἠλεκτρικῶν εὐρέσεων τῆς Χρονίας Βλενωάριοι εἰς τὸν πύργον Πολυτεχνικὸν καὶ τὸ ἐργαλεῖον πόλου θεσσαλονικέως. Νέα μέθοδος Oberländer-Kollmann.: [804, 674, 1053, 751]
- headline: Η ΤΑΞΙΣ ΣΗΜΕΡΟΝ: [77, 214, 220, 229]
- article-text: Καθ' ἃ ἀνηγγέλθη χθὲς ἐκ Καλαμῶν αἱματηρὰ συμπλοκὴ ἐγένετο ὑπὸ ὁπαδῶν τῶν δύο ἀντιπάλων κομμάτων ἐκεῖ. Κατὰ τὴν συμπλοκὴν ἐτραυματίσθησαν πολλοί, μεταξὺ τῶν ὁποίων καὶ πολλοὶ χωροφύλακες.: [1327, 770, 1574, 862]
- article-text: Ἐξ ἀκριβοῦς πηγῆς ὁρμώμεθα ὅτι ὑπὸ ἐμπίστων τοῦ Ἀγγλικοῦ προξενείου ἐσυστήθη ἐσχάτως εἰς τὰς Ἀθήνας ὁ Ἀγγλοφοιτάρχης καὶ ἀνεγράψαμεν προκειμένου νὰ ἐνισχυθῇ ἡ σύμμαχος Ἀγγλία ἐν τῇ περιφερείᾳ τῶν Βαλκανίων.: [1327, 1168, 1574, 1260]
- article-text: Τὰ ἀστυνομικὰ Τμήματα διευκρίνησαν ἐκ παρόντων ταχέως ἐνεργοῦν παντὸς διότι εἰς ὅλους τὸ κατάστημα ταχύτερον ἀπεσπάσθησαν 1000 ἀνδρῶν, τὸ ὑπουργεῖον τῶν Ναυτικῶν διέθεσε χθὲς τὰς τάξεις ἀπὸ τῆς 150 ἀνδρῶν διατεθέντων εἰς τὴν Πειραιῶς.: [26, 989, 271, 1097]
- article-text: Καὶ εἰς τὴν Τρίκκαλα ἐπίσης ἐγένετο συμπλοκὴ αἱματηρὰ μεταξὺ τῶν ἀντιθέτων πολιτικῶν κομμάτων. Ἡ ἀστυνομία μετὰ κόπου κατώρθωσε νὰ ἐπαναφέρῃ τὴν τάξιν.: [1066, 654, 1313, 731]
- masthead: [20, 6, 1580, 39]
- article-text: Χθὲς ἐπαρέμν παρουσιάσθησαν εἰς τὴν Διεύθυνσιν τῆς ἀστυνομίας δύο συγγενεῖς τοῦ κ. Θανάσ Τρικάκη καὶ Ἀγγελ. Κωλοκούρης καταγγέλλοντες, ὅτι καὶ τοὺς δύο πρὸ ἡμερῶν εξηφανίσθησαν. Αἱ ἐξαφανίσεις αὗται ἀποδίδονται ὑπὸ τῆς ἀστυνομίας εἰς τὰς ἐκλογάς.: [545, 473, 791, 580]
- ad-subheadline: 59 — ΒΡΑΒΕΙΑ ΕΚΘΕΣΕΩΝ — 59: [571, 1142, 764, 1154]
- subheadline: ΠΕΡΙ ΤΟΥ ΑΠΟΤΕΛΕΣΜΑΤΟΣ ΤΩΝ ΕΚΛΟΓΩΝ: [1087, 1071, 1292, 1099]
- article-text: Καὶ εἰς τὴν Ἀμαλιάδα, ἰδίως εἰς τοὺς δήμους Μυρτουντίων καὶ Πηνείων, ἀνεφάνησαν ζωηραὶ ἀνησυχίαι. Μικροσυμπλοκαὶ ἐγένοντο πολλαὶ αἱματηραὶ, ἐπὶ πλέον δὲ ἐξεφράσθησαν καὶ ἀπειλαὶ κατὰ τῶν ἐκπροσώπων τῶν ἀντιπάλων κομμάτων.: [1066, 905, 1313, 1012]
- article-text: Κατόπιν διαταγῆς τοῦ ὑπουργείου τῶν Ναυτικῶν συνεστήθη ἐπιτροπὴ ἐκ τῶν κ. κ. Κουντουριώτου ὡς Προέδρου, Ραφαὴλ, Θεοδωροπούλου κ.ἄ. πρὸς ἐξέτασιν τῶν ἐλλείψεων τῆς σχολῆς τῶν Δοκίμων. Κατὰ τὰς ἀσφαλεστέρας πληροφορίας, ἡ ἐπιτροπὴ ἐπέφερε τὴν ἀποκατάστασιν τῶν ἀτελειῶν τῆς σχολῆς.: [284, 1501, 530, 1624]
- ad-text: Εὐριπίδου 3. Πλατεία Ἁγ. Θεοδώρων: [820, 255, 1037, 270]
- ad-text: Ἀρχαίον. Καί μὲ 60 λεπ. μόνον τοῖς κατ' ὀργαν. μὲ ἐλαιόλαδον ἐκ χωρῶν μας καὶ τυρόγαλα γνήσια. Ὑπάρχουν καὶ ἄλλα πολλὰ γευστικὰ φαγητά.: [804, 1138, 1053, 1199]
- column-latest-news: [1060, 46, 1580, 2176]
- article-text: Πρὸ τῆς θύρας ἑκάστου τμήματος θὰ μένῃ ἀνὰ εἷς ἀξιωματικὸς μὲ 5 ἄνδρας, διὰ νὰ κανονίζῃ τὴν εἴσοδον τῶν ψηφοφόρων ὥστε νὰ εἰσέρχωνται ἀνὰ πέντε.: [26, 463, 271, 540]
- ad-name: Μ. ΠΑΠΑΔΟΠΟΥΛΟΣ: [820, 1234, 1037, 1275]
- subheadline: ΑΙ ΝΕΑΙ ΣΥΛΛΗΨΕΙΣ: [1375, 949, 1526, 965]
- subheadline: Παρὰ τὰ Καλάβρυτα: [344, 1037, 470, 1050]
- ad-headline: ΚΡΗΤΙΚΗ ΑΚΤΟΠΛΟΙΑ: [47, 1608, 250, 1627]
- subheadline: ΜΕΓΑΛΗ ΣΥΜΠΛΟΚΗ ΕΝ ΚΑΛΑΜΑΙΣ: [1185, 344, 1455, 359]
